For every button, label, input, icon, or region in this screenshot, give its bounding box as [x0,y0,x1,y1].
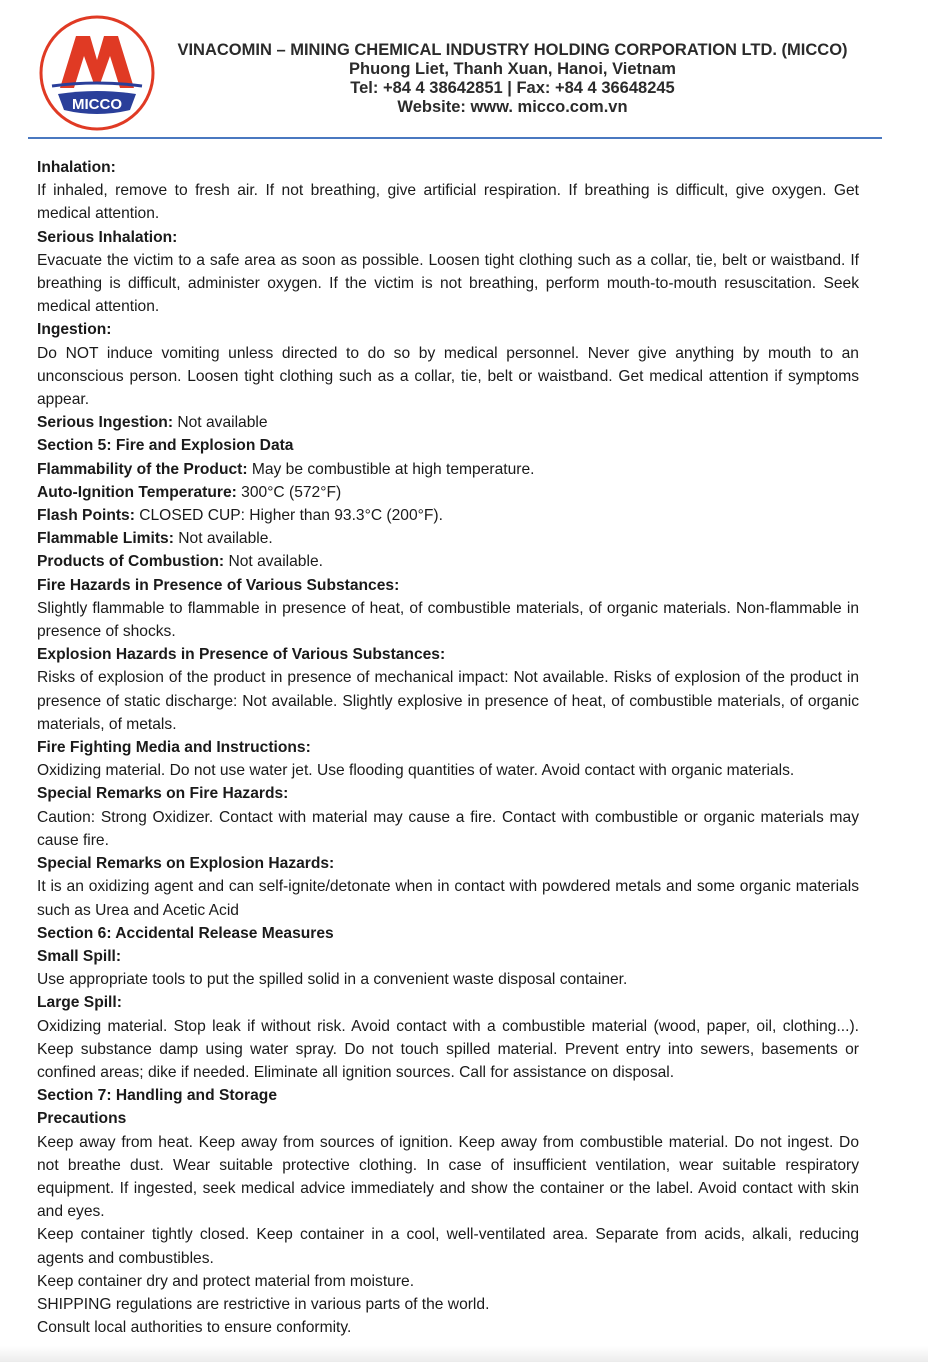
section-6-title: Section 6: Accidental Release Measures [37,924,334,942]
company-website: Website: www. micco.com.vn [397,98,628,116]
serious-ingestion-value: Not available [177,414,268,432]
large-spill-text: Oxidizing material. Stop leak if without risk. Avoid contact with a combustible material (wood, paper, oil, clothing...). Keep substance damp using water spray. Do not touch spilled material. Prevent entry into sewers, basements or confined areas; dike if needed. Eliminate all ignition sources. Call for assistance on disposal. [37,1017,859,1081]
flammable-limits-line [37,527,859,550]
autoignition-value: 300°C (572°F) [241,483,342,501]
remarks-explosion-heading: Special Remarks on Explosion Hazards: [37,855,335,873]
page-bottom-edge [0,1346,928,1362]
inhalation-heading: Inhalation: [37,159,116,176]
precautions-text-2: Keep container tightly closed. Keep container in a cool, well-ventilated area. Separate from acids, alkali, reducing agents and combustibles. [37,1226,859,1267]
serious-inhalation-text: Evacuate the victim to a safe area as soon as possible. Loosen tight clothing such as a collar, tie, belt or waistband. If breathing is difficult, administer oxygen. If the victim is not breathing, perform mouth-to-mouth resuscitation. Seek medical attention. [37,251,859,316]
fire-hazards-heading: Fire Hazards in Presence of Various Substances: [37,576,400,594]
remarks-explosion-text: It is an oxidizing agent and can self-ignite/detonate when in contact with powdered metals and some organic materials such as Urea and Acetic Acid [37,878,859,919]
precautions-text-3: Keep container dry and protect material from moisture. [37,1272,415,1290]
flammability-label: Flammability of the Product: [37,460,248,478]
precautions-heading: Precautions [37,1110,127,1128]
small-spill-text: Use appropriate tools to put the spilled solid in a convenient waste disposal container. [37,971,628,989]
document-header [0,0,928,140]
remarks-fire-heading: Special Remarks on Fire Hazards: [37,785,289,803]
micco-logo [38,14,156,132]
company-name: VINACOMIN – MINING CHEMICAL INDUSTRY HOLDING CORPORATION LTD. (MICCO) [177,41,848,59]
serious-ingestion-line [37,411,859,434]
section-7-title: Section 7: Handling and Storage [37,1087,277,1105]
company-address: Phuong Liet, Thanh Xuan, Hanoi, Vietnam [349,60,676,78]
ingestion-heading: Ingestion: [37,321,112,339]
header-divider [28,137,882,139]
autoignition-line [37,481,859,504]
flash-points-value: CLOSED CUP: Higher than 93.3°C (200°F). [139,507,443,525]
flash-points-line [37,504,859,527]
remarks-fire-text: Caution: Strong Oxidizer. Contact with material may cause a fire. Contact with combustible or organic materials may cause fire. [37,808,859,849]
section-5-title: Section 5: Fire and Explosion Data [37,437,294,455]
inhalation-text: If inhaled, remove to fresh air. If not breathing, give artificial respiration. If breathing is difficult, give oxygen. Get medical attention. [37,182,859,223]
ingestion-text: Do NOT induce vomiting unless directed to do so by medical personnel. Never give anything by mouth to an unconscious person. Loosen tight clothing such as a collar, tie, belt or waistband. Get medical attention if symptoms appear. [37,344,859,409]
serious-inhalation-heading: Serious Inhalation: [37,228,178,246]
company-contact: Tel: +84 4 38642851 | Fax: +84 4 36648245 [350,79,675,97]
explosion-hazards-heading: Explosion Hazards in Presence of Various Substances: [37,646,446,664]
explosion-hazards-text: Risks of explosion of the product in presence of mechanical impact: Not available. Risks of explosion of the product in presence of static discharge: Not available. Slightly explosive in presence of heat, of combustible materials, of organic materials, of metals. [37,669,859,733]
fire-fighting-heading: Fire Fighting Media and Instructions: [37,739,311,757]
company-info [150,41,875,117]
precautions-text-5: Consult local authorities to ensure conformity. [37,1319,352,1337]
autoignition-label: Auto-Ignition Temperature: [37,483,237,501]
small-spill-heading: Small Spill: [37,947,122,965]
flammable-limits-label: Flammable Limits: [37,530,174,548]
document-body [37,156,859,1339]
fire-fighting-text: Oxidizing material. Do not use water jet. Use flooding quantities of water. Avoid contact with organic materials. [37,762,795,780]
flammable-limits-value: Not available. [178,530,273,548]
precautions-text-1: Keep away from heat. Keep away from sources of ignition. Keep away from combustible material. Do not ingest. Do not breathe dust. Wear suitable protective clothing. In case of insufficient ventilation, wear suitable respiratory equipment. If ingested, seek medical advice immediately and show the container or the label. Avoid contact with skin and eyes. [37,1133,859,1221]
fire-hazards-text: Slightly flammable to flammable in presence of heat, of combustible materials, of organic materials. Non-flammable in presence of shocks. [37,599,859,641]
products-combustion-value: Not available. [228,553,323,571]
serious-ingestion-label: Serious Ingestion: [37,414,174,432]
large-spill-heading: Large Spill: [37,994,122,1012]
flammability-line [37,458,859,481]
flammability-value: May be combustible at high temperature. [251,460,535,478]
products-combustion-line [37,550,859,573]
logo-text: MICCO [72,96,122,113]
precautions-text-4: SHIPPING regulations are restrictive in various parts of the world. [37,1295,490,1313]
products-combustion-label: Products of Combustion: [37,553,225,571]
flash-points-label: Flash Points: [37,507,135,525]
